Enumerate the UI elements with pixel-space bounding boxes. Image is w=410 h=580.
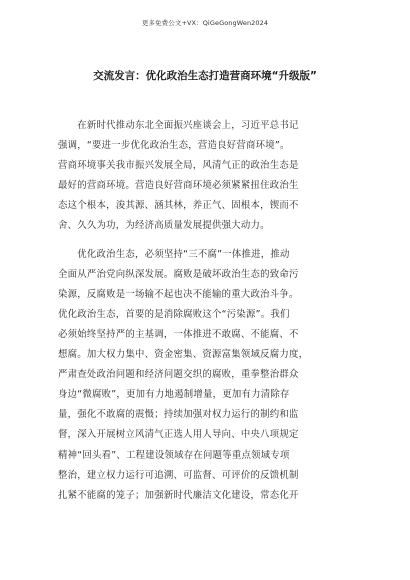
text-line: 必须始终坚持严的主基调，一体推进不敢腐、不能腐、不: [58, 328, 299, 340]
text-line: 强调，“要进一步优化政治生态，营造良好营商环境”。: [58, 140, 290, 152]
text-line: 整治，建立权力运行可追溯、可监督、可评价的反馈机制: [58, 469, 299, 481]
text-line: 优化政治生态，必须坚持“三不腐”一体推进，推动: [58, 248, 290, 260]
text-line: 严肃查处政治问题和经济问题交织的腐败，重拳整治群众: [58, 369, 299, 381]
text-line: 最好的营商环境。营造良好营商环境必须紧紧扭住政治生: [58, 180, 299, 192]
text-line: 量，强化不敢腐的震慑；持续加强对权力运行的制约和监: [58, 409, 299, 421]
paragraph-2: [58, 245, 358, 506]
text-line: 全面从严治党向纵深发展。腐败是破坏政治生态的致命污: [58, 268, 299, 280]
paragraph-1: [58, 116, 358, 237]
text-line: 扎紧不能腐的笼子；加强新时代廉洁文化建设，常态化开: [58, 489, 299, 501]
text-line: 身边“微腐败”，更加有力地遏制增量，更加有力清除存: [58, 389, 290, 401]
paragraph-gap: [58, 237, 358, 245]
text-line: 在新时代推动东北全面振兴座谈会上，习近平总书记: [58, 120, 299, 131]
text-line: 想腐。加大权力集中、资金密集、资源富集领域反腐力度，: [58, 349, 309, 361]
document-body: [58, 116, 358, 506]
text-line: 染源，反腐败是一场输不起也决不能输的重大政治斗争。: [58, 288, 299, 300]
text-line: 舍、久久为功，为经济高质量发展提供强大动力。: [58, 220, 270, 232]
header-note: 更多免费公文+VX：QiGeGongWen2024: [141, 19, 269, 27]
text-line: 优化政治生态，首要的是消除腐败这个“污染源”。我们: [58, 308, 290, 320]
text-line: 督，深入开展树立风清气正选人用人导向、中央八项规定: [58, 429, 299, 441]
text-line: 态这个根本，浚其源、涵其林，养正气、固根本，锲而不: [58, 200, 299, 212]
text-line: 精神“回头看”、工程建设领域存在问题等重点领域专项: [58, 449, 290, 461]
text-line: 营商环境事关我市振兴发展全局，风清气正的政治生态是: [58, 160, 299, 172]
document-title: 交流发言：优化政治生态打造营商环境“升级版”: [93, 70, 317, 82]
